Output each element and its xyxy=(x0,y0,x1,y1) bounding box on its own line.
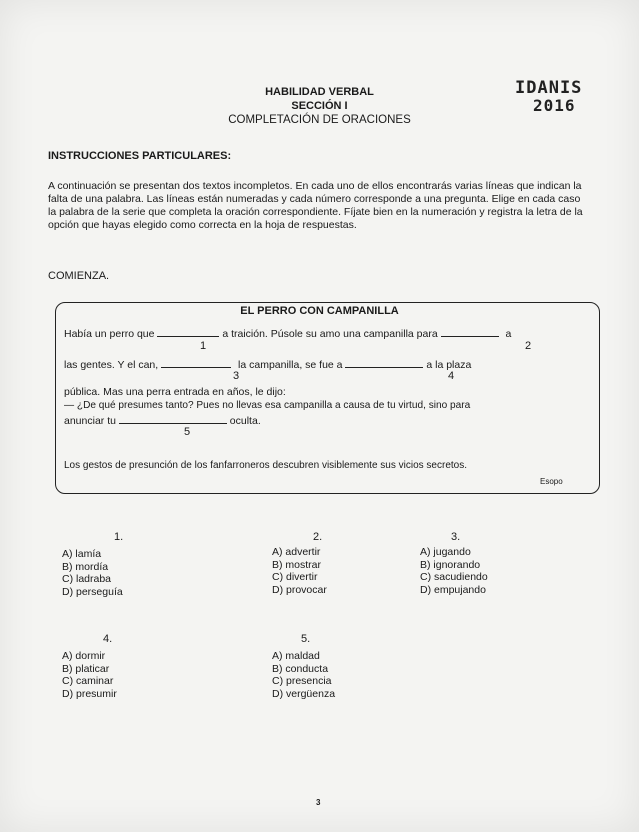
page-number: 3 xyxy=(316,798,321,807)
start-label: COMIENZA. xyxy=(48,270,110,282)
story-text: a la plaza xyxy=(426,359,472,371)
story-title: EL PERRO CON CAMPANILLA xyxy=(240,305,399,317)
option: D) vergüenza xyxy=(272,687,336,700)
section-title: COMPLETACIÓN DE ORACIONES xyxy=(228,114,411,126)
story-author: Esopo xyxy=(540,477,563,486)
blank-number-1: 1 xyxy=(200,340,207,352)
story-text: oculta. xyxy=(229,415,261,427)
question-number: 4. xyxy=(103,633,113,645)
question-3-options xyxy=(420,546,488,596)
question-number: 2. xyxy=(313,531,323,543)
option: C) ladraba xyxy=(62,573,112,585)
story-text: anunciar tu xyxy=(64,415,116,427)
option: B) mordía xyxy=(62,560,109,573)
story-line-3: pública. Mas una perra entrada en años, le dijo: xyxy=(64,386,286,398)
blank-number-3: 3 xyxy=(233,370,240,382)
question-1-options xyxy=(62,548,123,598)
option: D) perseguía xyxy=(62,585,123,598)
option: B) platicar xyxy=(62,662,110,675)
option: D) provocar xyxy=(272,583,327,596)
question-number: 1. xyxy=(114,531,124,543)
option: B) mostrar xyxy=(272,558,322,571)
question-5-options xyxy=(272,650,335,700)
story-text: a traición. Púsole su amo una campanilla para xyxy=(222,328,438,340)
story-line-4: — ¿De qué presumes tanto? Pues no llevas esa campanilla a causa de tu virtud, sino para xyxy=(64,400,471,411)
instructions-text: A continuación se presentan dos textos incompletos. En cada uno de ellos encontrarás varias líneas que indican la falta de una palabra. Las líneas están numeradas y cada número corresponde a una pregunta. Elige en cada caso la palabra de la serie que completa la oración correspondiente. Fíjate bien en la numeración y registra la letra de la opción que hayas elegido como correcta en la hoja de respuestas. xyxy=(48,180,583,231)
question-2-options xyxy=(272,546,327,596)
blank-4 xyxy=(345,357,423,368)
option: C) caminar xyxy=(62,675,114,687)
question-number: 3. xyxy=(451,531,461,543)
handwritten-name: IDANIS xyxy=(515,78,583,98)
blank-1 xyxy=(157,326,219,337)
section-heading: HABILIDAD VERBAL xyxy=(265,86,374,98)
story-moral: Los gestos de presunción de los fanfarroneros descubren visiblemente sus vicios secretos. xyxy=(64,460,467,471)
option: C) presencia xyxy=(272,675,332,687)
option: A) lamía xyxy=(62,548,102,560)
story-line-1 xyxy=(64,326,511,340)
blank-number-5: 5 xyxy=(184,426,191,438)
story-line-2 xyxy=(64,357,471,371)
blank-number-2: 2 xyxy=(525,340,532,352)
instructions-title: INSTRUCCIONES PARTICULARES: xyxy=(48,150,232,162)
section-subheading: SECCIÓN I xyxy=(291,100,348,112)
handwritten-year: 2016 xyxy=(533,96,576,115)
story-text: la campanilla, se fue a xyxy=(238,359,343,371)
option: D) empujando xyxy=(420,583,486,596)
option: A) maldad xyxy=(272,650,320,662)
option: C) sacudiendo xyxy=(420,571,488,583)
option: C) divertir xyxy=(272,571,318,583)
option: B) conducta xyxy=(272,662,329,675)
option: A) advertir xyxy=(272,546,321,558)
story-text: las gentes. Y el can, xyxy=(64,359,159,371)
blank-5 xyxy=(119,413,227,424)
option: D) presumir xyxy=(62,687,117,700)
option: A) dormir xyxy=(62,650,106,662)
blank-2 xyxy=(441,326,499,337)
option: B) ignorando xyxy=(420,558,481,571)
question-number: 5. xyxy=(301,633,311,645)
option: A) jugando xyxy=(420,546,471,558)
story-line-5 xyxy=(64,413,261,427)
blank-3 xyxy=(161,357,231,368)
blank-number-4: 4 xyxy=(448,370,455,382)
story-text: Había un perro que xyxy=(64,328,155,340)
story-text: a xyxy=(505,328,512,340)
question-4-options xyxy=(62,650,117,700)
